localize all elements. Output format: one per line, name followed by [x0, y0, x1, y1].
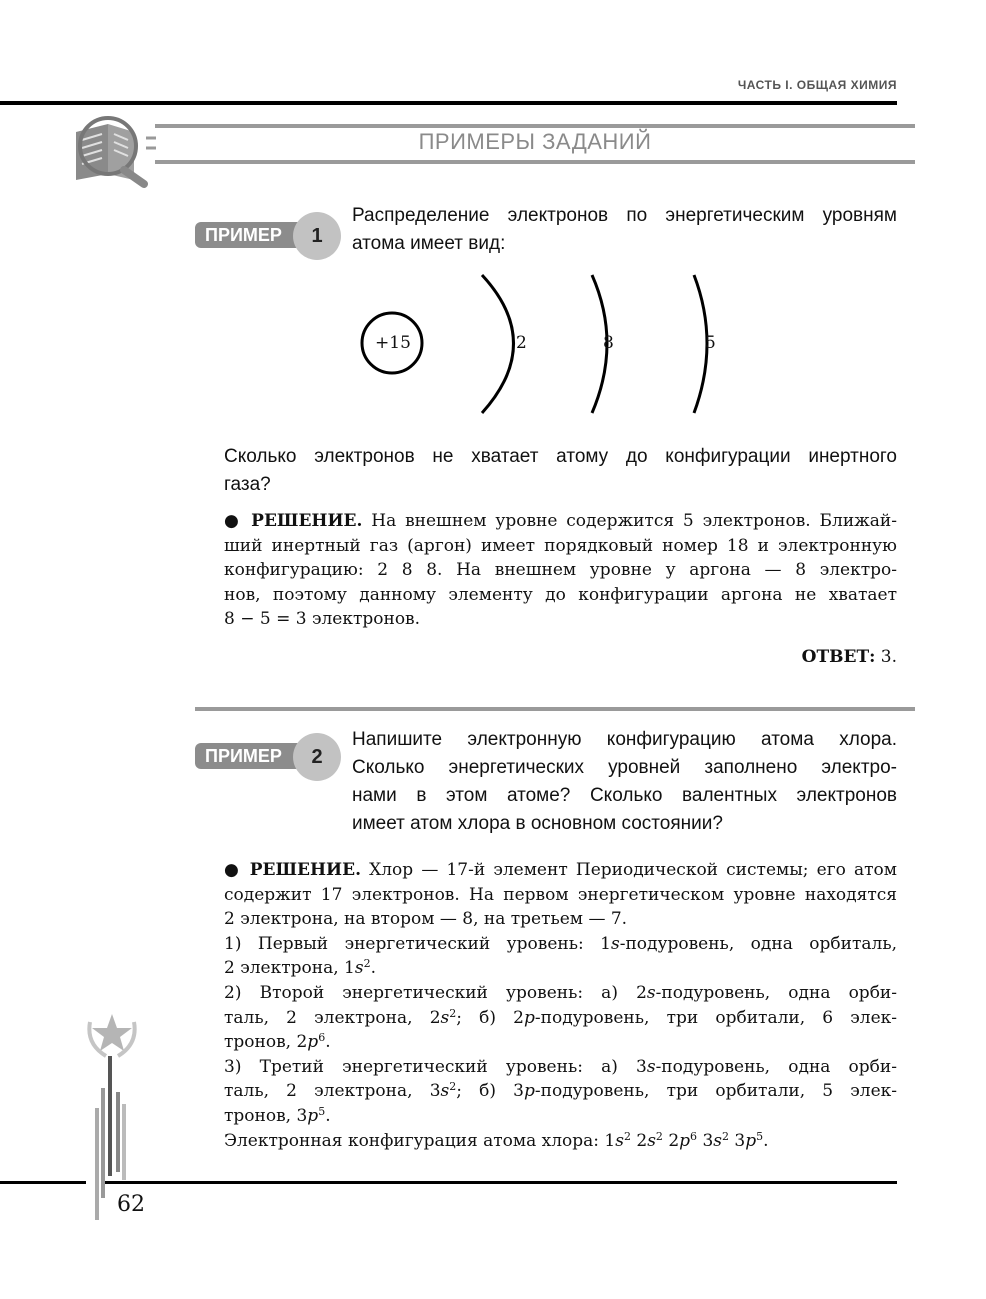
task-line: имеет атом хлора в основном состоянии?	[352, 813, 723, 834]
text-segment: 2 электрона, на втором — 8, на третьем — 7.	[224, 909, 628, 930]
solution-line	[224, 1030, 897, 1055]
text-segment: 2) Второй энергетический уровень: а) 2	[224, 982, 647, 1003]
example-2-solution	[224, 858, 897, 1153]
example-1-solution	[224, 509, 897, 632]
text-segment: -подуровень, три орбитали, 5 элек-	[534, 1081, 897, 1102]
solution-line	[224, 883, 897, 908]
text-segment: нов, поэтому данному элементу до конфигурации аргона не хватает	[224, 584, 897, 605]
answer-value: 3.	[875, 647, 897, 667]
shell-count: 2	[516, 333, 527, 353]
italic-symbol: p	[307, 1032, 319, 1053]
badge-number: 2	[293, 733, 341, 781]
example-1-question	[224, 443, 897, 499]
superscript: 5	[756, 1129, 764, 1143]
text-segment: 3) Третий энергетический уровень: а) 3	[224, 1056, 647, 1077]
italic-symbol: s	[440, 1007, 450, 1028]
title-bar-bottom	[155, 160, 915, 164]
solution-line	[224, 583, 897, 608]
text-segment: 3	[697, 1130, 714, 1151]
shell-arc-1	[482, 275, 514, 413]
text-segment: .	[370, 958, 376, 979]
italic-symbol: s	[610, 933, 620, 954]
italic-symbol: p	[524, 1081, 535, 1102]
text-segment: ший инертный газ (аргон) имеет порядковый номер 18 и электронную	[224, 535, 897, 556]
text-segment: -подуровень, одна орби-	[655, 1056, 897, 1077]
italic-symbol: s	[354, 958, 364, 979]
shell-count: 5	[705, 333, 716, 353]
question-line: газа?	[224, 474, 271, 495]
text-segment: содержит 17 электронов. На первом энергетическом уровне находятся	[224, 884, 897, 905]
italic-symbol: s	[615, 1130, 624, 1151]
bullet-icon: ●	[224, 860, 250, 880]
italic-symbol: p	[307, 1105, 319, 1126]
text-segment: ; б) 2	[456, 1007, 524, 1028]
superscript: 2	[655, 1129, 663, 1143]
shell-count: 8	[603, 333, 614, 353]
superscript: 6	[690, 1129, 698, 1143]
text-segment: Хлор — 17-й элемент Периодической системы; его атом	[361, 860, 897, 880]
superscript: 2	[363, 957, 371, 971]
text-segment: тронов, 3	[224, 1105, 308, 1126]
superscript: 2	[449, 1080, 457, 1094]
example-2-task	[352, 726, 897, 838]
book-magnifier-icon	[68, 112, 158, 190]
solution-label: РЕШЕНИЕ.	[249, 860, 361, 880]
italic-symbol: p	[679, 1130, 691, 1151]
superscript: 2	[449, 1006, 457, 1020]
solution-line	[224, 1055, 897, 1080]
text-segment: конфигурацию: 2 8 8. На внешнем уровне у аргона — 8 электро-	[224, 560, 897, 581]
text-segment: На внешнем уровне содержится 5 электронов. Ближай-	[362, 511, 897, 531]
task-line: Сколько энергетических уровней заполнено электро-	[352, 757, 897, 778]
superscript: 5	[318, 1104, 326, 1118]
superscript: 6	[318, 1031, 326, 1045]
text-segment: 1) Первый энергетический уровень: 1	[224, 933, 611, 954]
solution-line	[224, 534, 897, 559]
badge-label: ПРИМЕР	[195, 743, 305, 769]
italic-symbol: p	[745, 1130, 757, 1151]
text-segment: 2	[662, 1130, 680, 1151]
text-segment: 8 − 5 = 3 электронов.	[224, 609, 421, 630]
superscript: 2	[623, 1129, 631, 1143]
text-segment: тронов, 2	[224, 1032, 308, 1053]
example-1-task	[352, 202, 897, 258]
solution-line	[224, 932, 897, 957]
text-segment: таль, 2 электрона, 3	[224, 1081, 441, 1102]
solution-line	[224, 1079, 897, 1104]
star-emblem-icon	[84, 1008, 140, 1223]
title-bar-top	[155, 124, 915, 128]
solution-line	[224, 858, 897, 883]
italic-symbol: p	[524, 1007, 535, 1028]
question-line: Сколько электронов не хватает атому до конфигурации инертного	[224, 446, 897, 467]
solution-label: РЕШЕНИЕ.	[251, 511, 363, 531]
solution-line	[224, 1006, 897, 1031]
badge-label: ПРИМЕР	[195, 222, 305, 248]
superscript: 2	[722, 1129, 730, 1143]
text-segment: .	[325, 1032, 331, 1053]
text-segment: 2	[630, 1130, 648, 1151]
section-title: ПРИМЕРЫ ЗАДАНИЙ	[418, 129, 652, 154]
electron-shell-diagram	[360, 270, 760, 420]
italic-symbol: s	[646, 1056, 656, 1077]
solution-line	[224, 981, 897, 1006]
italic-symbol: s	[440, 1081, 450, 1102]
page-number: 62	[117, 1192, 145, 1217]
text-segment: таль, 2 электрона, 2	[224, 1007, 441, 1028]
answer-label: ОТВЕТ:	[801, 647, 876, 667]
solution-line	[224, 1129, 897, 1154]
shell-arcs	[360, 270, 760, 420]
text-segment: 2 электрона, 1	[224, 958, 355, 979]
text-segment: Электронная конфигурация атома хлора: 1	[224, 1130, 616, 1151]
solution-line	[224, 1104, 897, 1129]
task-line: нами в этом атоме? Сколько валентных электронов	[352, 785, 897, 806]
solution-line	[224, 509, 897, 534]
task-line: атома имеет вид:	[352, 233, 506, 254]
footer-rule-left	[0, 1181, 86, 1184]
text-segment: 3	[729, 1130, 746, 1151]
italic-symbol: s	[646, 982, 656, 1003]
italic-symbol: s	[647, 1130, 656, 1151]
example-separator	[195, 707, 915, 711]
text-segment: -подуровень, три орбитали, 6 элек-	[534, 1007, 897, 1028]
bullet-icon: ●	[224, 511, 252, 531]
solution-line	[224, 607, 897, 632]
running-header: ЧАСТЬ I. ОБЩАЯ ХИМИЯ	[737, 78, 897, 92]
header-rule	[0, 101, 897, 105]
solution-line	[224, 956, 897, 981]
text-segment: .	[325, 1105, 331, 1126]
text-segment: ; б) 3	[456, 1081, 524, 1102]
italic-symbol: s	[713, 1130, 723, 1151]
task-line: Распределение электронов по энергетическим уровням	[352, 205, 897, 226]
text-segment: -подуровень, одна орбиталь,	[619, 933, 897, 954]
footer-rule	[105, 1181, 897, 1184]
solution-line	[224, 907, 897, 932]
text-segment: -подуровень, одна орби-	[655, 982, 897, 1003]
example-1-answer	[802, 645, 897, 670]
text-segment: .	[763, 1130, 769, 1151]
solution-line	[224, 558, 897, 583]
task-line: Напишите электронную конфигурацию атома хлора.	[352, 729, 897, 750]
nucleus-charge: +15	[375, 333, 411, 353]
badge-number: 1	[293, 212, 341, 260]
